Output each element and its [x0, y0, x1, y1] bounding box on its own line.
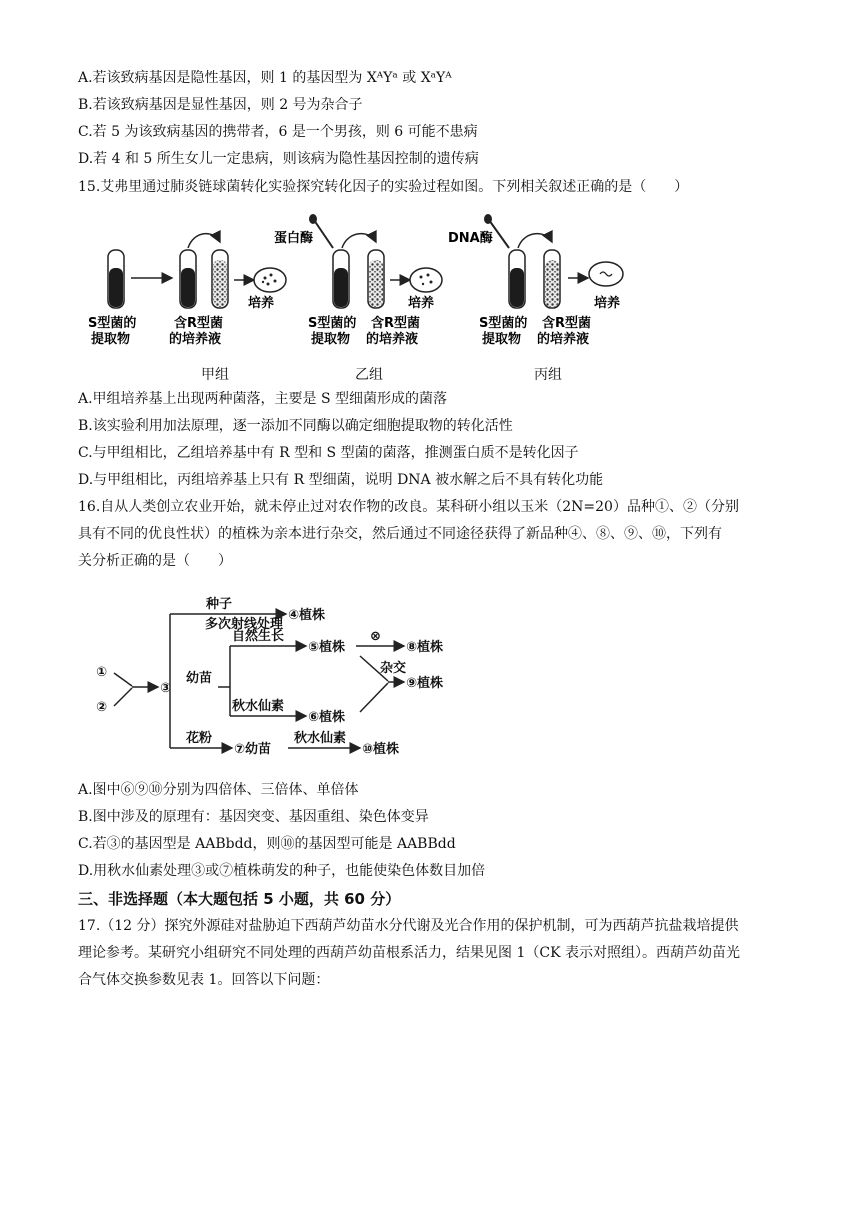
q15-option-d: D.与甲组相比，丙组培养基上只有 R 型细菌，说明 DNA 被水解之后不具有转化功能 — [78, 472, 604, 488]
plant-6-label: ⑥植株 — [308, 710, 346, 725]
s-extract-label: 提取物 — [311, 332, 351, 347]
q15-option-a: A.甲组培养基上出现两种菌落，主要是 S 型细菌形成的菌落 — [78, 391, 448, 407]
group-c-diagram — [448, 214, 623, 347]
plant-5-label: ⑤植株 — [308, 640, 346, 655]
group-b-diagram — [274, 214, 442, 347]
section-3-heading: 三、非选择题（本大题包括 5 小题，共 60 分） — [78, 890, 401, 908]
q15-option-b: B.该实验利用加法原理，逐一添加不同酶以确定细胞提取物的转化活性 — [78, 418, 513, 434]
group-a-diagram — [88, 234, 286, 347]
r-medium-label: 含R型菌 — [371, 316, 421, 331]
dropper — [314, 220, 333, 248]
s-extract-label: S型菌的 — [88, 316, 137, 331]
cross-label: 杂交 — [380, 661, 407, 676]
s-extract-label: S型菌的 — [479, 316, 528, 331]
plant-10-label: ⑩植株 — [362, 742, 400, 757]
radiation-label: 多次射线处理 — [205, 617, 284, 632]
petri-dish — [254, 268, 286, 292]
transfer-curve-arrow — [188, 234, 220, 248]
q15-option-c: C.与甲组相比，乙组培养基中有 R 型和 S 型菌的菌落，推测蛋白质不是转化因子 — [78, 445, 579, 461]
group-b-caption: 乙组 — [355, 367, 383, 383]
q14-option-c: C.若 5 为该致病基因的携带者，6 是一个男孩，则 6 可能不患病 — [78, 124, 478, 140]
q15-stem: 15.艾弗里通过肺炎链球菌转化实验探究转化因子的实验过程如图。下列相关叙述正确的是（ ） — [78, 179, 689, 195]
parent-2-label: ② — [96, 700, 108, 715]
plant-4-label: ④植株 — [288, 608, 326, 623]
culture-label: 培养 — [248, 296, 275, 311]
seedling-7-label: ⑦幼苗 — [234, 742, 272, 757]
natural-growth-label: 自然生长 — [232, 629, 285, 644]
culture-label: 培养 — [408, 296, 435, 311]
q16-option-b: B.图中涉及的原理有：基因突变、基因重组、染色体变异 — [78, 809, 429, 825]
r-medium-label: 的培养液 — [366, 332, 419, 347]
q16-stem: 关分析正确的是（ ） — [78, 553, 232, 569]
s-extract-label: S型菌的 — [308, 316, 357, 331]
q14-option-d: D.若 4 和 5 所生女儿一定患病，则该病为隐性基因控制的遗传病 — [78, 151, 479, 167]
colchicine-label: 秋水仙素 — [232, 699, 285, 714]
q16-stem: 16.自从人类创立农业开始，就未停止过对农作物的改良。某科研小组以玉米（2N=20）品种①、②（分别 — [78, 499, 739, 515]
colchicine-2-label: 秋水仙素 — [294, 731, 347, 746]
q14-option-a: A.若该致病基因是隐性基因，则 1 的基因型为 XᴬYᵃ 或 XᵃYᴬ — [78, 70, 452, 86]
group-c-caption: 丙组 — [534, 367, 562, 383]
seed-label: 种子 — [206, 597, 233, 612]
q15-experiment-figure — [76, 208, 656, 360]
q17-stem: 17.（12 分）探究外源硅对盐胁迫下西葫芦幼苗水分代谢及光合作用的保护机制，可为西葫芦抗盐栽培提供 — [78, 918, 739, 934]
s-extract-label: 提取物 — [482, 332, 522, 347]
node-3-label: ③ — [160, 681, 172, 696]
q16-breeding-diagram — [88, 588, 508, 768]
culture-label: 培养 — [594, 296, 621, 311]
q17-stem: 合气体交换参数见表 1。回答以下问题： — [78, 972, 330, 988]
q16-option-d: D.用秋水仙素处理③或⑦植株萌发的种子，也能使染色体数目加倍 — [78, 863, 486, 879]
plant-9-label: ⑨植株 — [406, 676, 444, 691]
r-medium-label: 含R型菌 — [174, 316, 224, 331]
r-medium-label: 含R型菌 — [542, 316, 592, 331]
protease-label: 蛋白酶 — [274, 231, 314, 246]
s-extract-label: 提取物 — [91, 332, 131, 347]
pollen-label: 花粉 — [186, 731, 213, 746]
parent-1-label: ① — [96, 665, 108, 680]
q16-stem: 具有不同的优良性状）的植株为亲本进行杂交，然后通过不同途径获得了新品种④、⑧、⑨、⑩，下列有 — [78, 526, 722, 542]
seedling-label: 幼苗 — [186, 671, 213, 686]
r-medium-label: 的培养液 — [169, 332, 222, 347]
plant-8-label: ⑧植株 — [406, 640, 444, 655]
dnase-label: DNA酶 — [448, 231, 493, 246]
group-a-caption: 甲组 — [201, 367, 229, 383]
q16-option-a: A.图中⑥⑨⑩分别为四倍体、三倍体、单倍体 — [78, 782, 359, 798]
q16-option-c: C.若③的基因型是 AABbdd，则⑩的基因型可能是 AABBdd — [78, 836, 456, 852]
q14-option-b: B.若该致病基因是显性基因，则 2 号为杂合子 — [78, 97, 363, 113]
r-medium-label: 的培养液 — [537, 332, 590, 347]
selfing-symbol: ⊗ — [370, 629, 381, 644]
q17-stem: 理论参考。某研究小组研究不同处理的西葫芦幼苗根系活力，结果见图 1（CK 表示对照组）。西葫芦幼苗光 — [78, 945, 740, 961]
